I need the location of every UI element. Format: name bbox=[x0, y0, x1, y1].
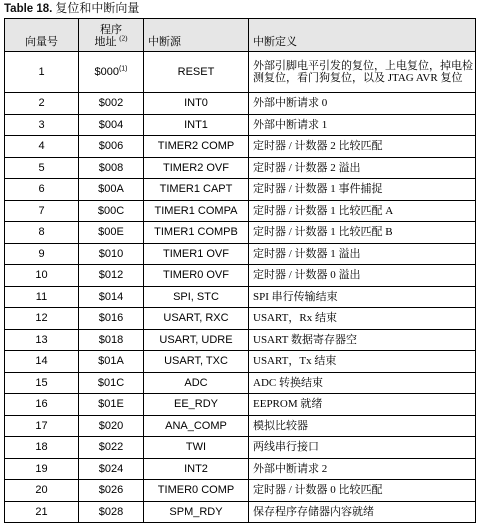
address-value: $018 bbox=[98, 333, 124, 346]
vector-cell: 21 bbox=[5, 501, 79, 523]
table-row bbox=[5, 351, 476, 373]
address-value: $01E bbox=[98, 398, 124, 411]
table-body bbox=[5, 52, 476, 523]
header-definition: 中断定义 bbox=[249, 19, 476, 52]
vector-cell: 5 bbox=[5, 157, 79, 179]
header-source: 中断源 bbox=[144, 19, 249, 52]
address-cell bbox=[79, 52, 144, 93]
definition-cell: 两线串行接口 bbox=[249, 437, 476, 459]
table-row bbox=[5, 157, 476, 179]
source-cell: TIMER2 COMP bbox=[144, 136, 249, 158]
address-value: $004 bbox=[98, 118, 124, 131]
vector-cell: 17 bbox=[5, 415, 79, 437]
header-address-line1: 程序 bbox=[100, 24, 122, 36]
vector-cell: 7 bbox=[5, 200, 79, 222]
header-row bbox=[5, 19, 476, 52]
vector-cell: 13 bbox=[5, 329, 79, 351]
vector-cell: 11 bbox=[5, 286, 79, 308]
address-cell bbox=[79, 200, 144, 222]
address-cell bbox=[79, 415, 144, 437]
source-cell: TIMER0 COMP bbox=[144, 480, 249, 502]
table-row bbox=[5, 372, 476, 394]
source-cell: INT1 bbox=[144, 114, 249, 136]
address-cell bbox=[79, 179, 144, 201]
source-cell: USART, TXC bbox=[144, 351, 249, 373]
table-row bbox=[5, 329, 476, 351]
source-cell: SPI, STC bbox=[144, 286, 249, 308]
address-cell bbox=[79, 136, 144, 158]
address-value: $00C bbox=[97, 204, 125, 217]
vector-cell: 19 bbox=[5, 458, 79, 480]
address-value: $012 bbox=[98, 269, 124, 282]
interrupt-vector-table bbox=[4, 18, 476, 523]
vector-cell: 10 bbox=[5, 265, 79, 287]
header-vector: 向量号 bbox=[5, 19, 79, 52]
table-row bbox=[5, 394, 476, 416]
source-cell: INT0 bbox=[144, 93, 249, 115]
header-address-note: (2) bbox=[119, 34, 128, 43]
table-row bbox=[5, 265, 476, 287]
address-cell bbox=[79, 372, 144, 394]
header-address-line2: 地址 bbox=[94, 36, 117, 48]
vector-cell: 8 bbox=[5, 222, 79, 244]
address-value: $024 bbox=[98, 462, 124, 475]
source-cell: SPM_RDY bbox=[144, 501, 249, 523]
vector-cell: 4 bbox=[5, 136, 79, 158]
address-value: $00E bbox=[98, 226, 124, 239]
definition-cell: 定时器 / 计数器 0 溢出 bbox=[249, 265, 476, 287]
source-cell: INT2 bbox=[144, 458, 249, 480]
address-cell bbox=[79, 394, 144, 416]
table-row bbox=[5, 308, 476, 330]
table-row bbox=[5, 415, 476, 437]
definition-cell: 定时器 / 计数器 1 比较匹配 A bbox=[249, 200, 476, 222]
address-cell bbox=[79, 351, 144, 373]
definition-cell: 定时器 / 计数器 1 溢出 bbox=[249, 243, 476, 265]
address-value: $008 bbox=[98, 161, 124, 174]
header-address bbox=[79, 19, 144, 52]
vector-cell: 15 bbox=[5, 372, 79, 394]
address-value: $002 bbox=[98, 97, 124, 110]
table-row bbox=[5, 222, 476, 244]
definition-cell: 外部中断请求 2 bbox=[249, 458, 476, 480]
definition-cell: 定时器 / 计数器 0 比较匹配 bbox=[249, 480, 476, 502]
vector-cell: 2 bbox=[5, 93, 79, 115]
source-cell: USART, RXC bbox=[144, 308, 249, 330]
definition-cell: ADC 转换结束 bbox=[249, 372, 476, 394]
address-value: $00A bbox=[98, 183, 124, 196]
source-cell: TIMER2 OVF bbox=[144, 157, 249, 179]
definition-cell: 外部中断请求 0 bbox=[249, 93, 476, 115]
definition-cell: 定时器 / 计数器 1 比较匹配 B bbox=[249, 222, 476, 244]
document-page bbox=[4, 0, 475, 523]
definition-cell: 模拟比较器 bbox=[249, 415, 476, 437]
table-caption bbox=[4, 0, 475, 18]
address-note: (1) bbox=[118, 65, 128, 73]
source-cell: TIMER1 CAPT bbox=[144, 179, 249, 201]
address-value: $026 bbox=[98, 484, 124, 497]
address-value: $020 bbox=[98, 419, 124, 432]
vector-cell: 20 bbox=[5, 480, 79, 502]
caption-label: Table 18. bbox=[4, 3, 53, 15]
address-value: $000 bbox=[94, 66, 119, 78]
source-cell: USART, UDRE bbox=[144, 329, 249, 351]
definition-cell: 外部引脚电平引发的复位，上电复位，掉电检测复位，看门狗复位，以及 JTAG AVR 复位 bbox=[249, 52, 476, 93]
table-row bbox=[5, 93, 476, 115]
source-cell: TIMER0 OVF bbox=[144, 265, 249, 287]
definition-cell: 定时器 / 计数器 2 溢出 bbox=[249, 157, 476, 179]
table-row bbox=[5, 52, 476, 93]
definition-cell: 定时器 / 计数器 2 比较匹配 bbox=[249, 136, 476, 158]
address-value: $01A bbox=[98, 355, 124, 368]
address-value: $016 bbox=[98, 312, 124, 325]
address-cell bbox=[79, 114, 144, 136]
address-value: $028 bbox=[98, 505, 124, 518]
source-cell: TWI bbox=[144, 437, 249, 459]
address-cell bbox=[79, 437, 144, 459]
address-value: $014 bbox=[98, 290, 124, 303]
table-row bbox=[5, 179, 476, 201]
address-value: $006 bbox=[98, 140, 124, 153]
address-cell bbox=[79, 243, 144, 265]
address-cell bbox=[79, 286, 144, 308]
address-cell bbox=[79, 458, 144, 480]
source-cell: TIMER1 OVF bbox=[144, 243, 249, 265]
address-cell bbox=[79, 308, 144, 330]
vector-cell: 14 bbox=[5, 351, 79, 373]
source-cell: RESET bbox=[144, 52, 249, 93]
vector-cell: 3 bbox=[5, 114, 79, 136]
definition-cell: EEPROM 就绪 bbox=[249, 394, 476, 416]
definition-cell: USART，Tx 结束 bbox=[249, 351, 476, 373]
source-cell: TIMER1 COMPB bbox=[144, 222, 249, 244]
vector-cell: 9 bbox=[5, 243, 79, 265]
table-row bbox=[5, 200, 476, 222]
address-cell bbox=[79, 157, 144, 179]
table-row bbox=[5, 243, 476, 265]
table-row bbox=[5, 458, 476, 480]
source-cell: ANA_COMP bbox=[144, 415, 249, 437]
source-cell: ADC bbox=[144, 372, 249, 394]
address-value: $022 bbox=[98, 441, 124, 454]
definition-cell: 保存程序存储器内容就绪 bbox=[249, 501, 476, 523]
vector-cell: 12 bbox=[5, 308, 79, 330]
table-row bbox=[5, 437, 476, 459]
table-row bbox=[5, 501, 476, 523]
definition-cell: USART 数据寄存器空 bbox=[249, 329, 476, 351]
definition-cell: USART，Rx 结束 bbox=[249, 308, 476, 330]
table-row bbox=[5, 286, 476, 308]
table-row bbox=[5, 136, 476, 158]
definition-cell: SPI 串行传输结束 bbox=[249, 286, 476, 308]
caption-title: 复位和中断向量 bbox=[55, 1, 140, 15]
vector-cell: 6 bbox=[5, 179, 79, 201]
definition-cell: 外部中断请求 1 bbox=[249, 114, 476, 136]
source-cell: TIMER1 COMPA bbox=[144, 200, 249, 222]
address-cell bbox=[79, 501, 144, 523]
vector-cell: 18 bbox=[5, 437, 79, 459]
address-cell bbox=[79, 222, 144, 244]
address-cell bbox=[79, 93, 144, 115]
vector-cell: 16 bbox=[5, 394, 79, 416]
source-cell: EE_RDY bbox=[144, 394, 249, 416]
address-value: $010 bbox=[98, 247, 124, 260]
vector-cell: 1 bbox=[5, 52, 79, 93]
address-cell bbox=[79, 265, 144, 287]
table-row bbox=[5, 114, 476, 136]
address-cell bbox=[79, 329, 144, 351]
definition-cell: 定时器 / 计数器 1 事件捕捉 bbox=[249, 179, 476, 201]
address-value: $01C bbox=[97, 376, 125, 389]
